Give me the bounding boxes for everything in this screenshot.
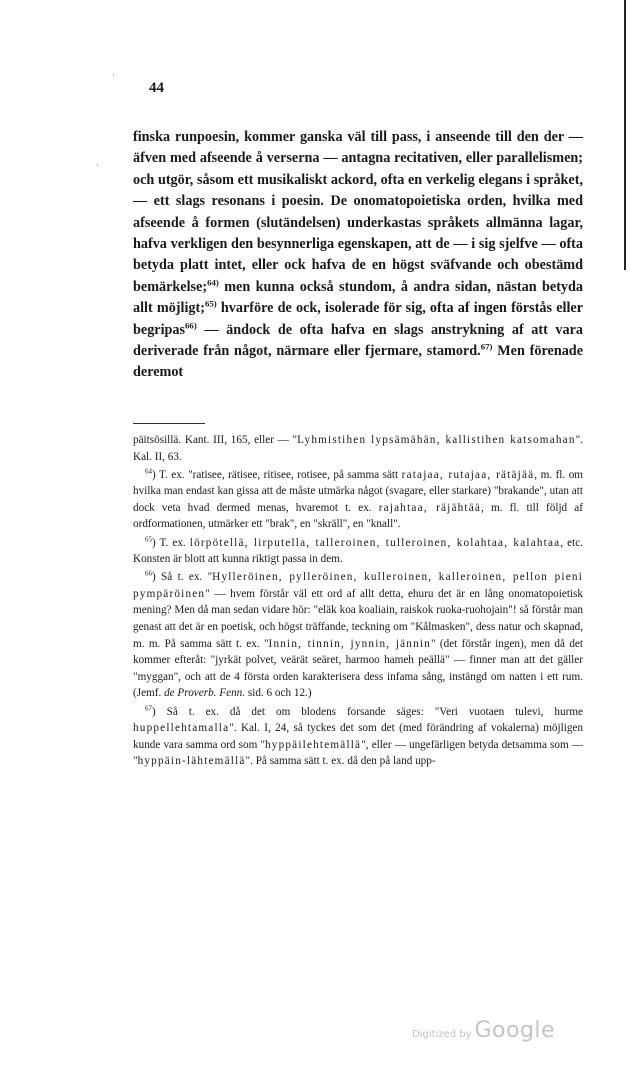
footnote-65: $^{65}$) T. ex. lörpötellä, lirputella, talleroinen, tulleroinen, kolahtaa, kalahtaa, etc. Konsten är blott att kunna riktigt passa in dem. bbox=[133, 534, 583, 566]
footnote-ref-67: 67) bbox=[480, 341, 493, 352]
footnote-ref-66: 66) bbox=[185, 319, 197, 330]
page-number: 44 bbox=[149, 80, 164, 96]
footnote-66: $^{66}$) Så t. ex. "Hylleröinen, pylleröinen, kulleroinen, kalleroinen, pellon pieni pympäröinen" — hvem förstår väl ett ord af allt detta, ehuru det är en lång onomatopoietisk mening? Men då man sedan vidare hör: "eläk koa koaliain, raiskok ruoka-ruohojain"! så förstår man genast att det är en poetisk, och högst träffande, teckning om "Kålmasken", dess natur och skapnad, m. m. På samma sätt t. ex. "Innin, tinnin, jynnin, jännin" (det förstår ingen), men då det kommer efteråt: "jyrkät polvet, veärät seäret, harmoo hameh peällä" — finner man att det gäller "myggan", och att de 4 första orden karakterisera dess infama sång, instängd om natten i ett rum. (Jemf. de Proverb. Fenn. sid. 6 och 12.) bbox=[133, 569, 583, 700]
footnote-64: $^{64}$) T. ex. "ratisee, rätisee, ritisee, rotisee, på samma sätt ratajaa, rutajaa, rätäjää, m. fl. om hvilka man endast kan gissa att de måste utmärka något (svagare, eller starkare) "brakande", utan att dock veta hvad dermed menas, hvaremot t. ex. rajahtaa, räjähtää, m. fl. till följd af ordformationen, utmärker ett "brak", en "skräll", en "knall". bbox=[133, 466, 583, 531]
main-text bbox=[133, 127, 583, 384]
main-text-segment: men kunna också stundom, å andra sidan, nästan betyda allt möjligt; bbox=[133, 278, 583, 317]
footnote-rule bbox=[133, 423, 205, 424]
page-edge-line bbox=[624, 0, 626, 270]
footnotes bbox=[133, 432, 583, 771]
google-logo-text: Google bbox=[474, 1018, 556, 1043]
main-paragraph: finska runpoesin, kommer ganska väl till pass, i anseende till den der — äfven med afseende å verserna — antagna recitativen, eller parallelismen; och utgör, såsom ett musikaliskt ackord, ofta en verkelig elegans i språket, — ett slags resonans i poesin. De onomatopoietiska orden, hvilka med afseende å formen (slutändelsen) underkastas språkets allmänna lagar, hafva verkligen den besynnerliga egenskapen, att de — i sig sjelfve — ofta betyda platt intet, eller ock hafva de en högst sväfvande och obestämd bemärkelse; bbox=[133, 129, 583, 295]
footnote-ref-64: 64) bbox=[207, 277, 219, 288]
scan-speck: · bbox=[112, 70, 115, 80]
main-text-segment: hvarföre de ock, isolerade för sig, ofta af ingen förstås eller begripas bbox=[133, 300, 584, 338]
main-text-segment: Men förenade deremot bbox=[133, 343, 583, 381]
main-text-segment: — ändock de ofta hafva en slags anstrykning af att vara deriverade från något, närmare eller fjermare, stamord. bbox=[133, 321, 583, 360]
scan-speck: · bbox=[96, 160, 99, 170]
footnote-continuation: päitsösillä. Kant. III, 165, eller — "Lyhmistihen lypsämähän, kallistihen katsomahan". Kal. II, 63. bbox=[133, 434, 584, 463]
digitized-watermark bbox=[412, 1018, 555, 1043]
footnote-ref-65: 65) bbox=[204, 298, 217, 309]
footnote-67: $^{67}$) Så t. ex. då det om blodens forsande säges: "Veri vuotaen tulevi, hurme huppellehtamalla". Kal. I, 24, så tyckes det som det (med förändring af vokalerna) möjligen kunde vara samma ord som "hyppäilehtemällä", eller — ungefärligen betyda detsamma som — "hyppäin-lähtemällä". På samma sätt t. ex. då den på land upp- bbox=[133, 703, 583, 768]
watermark-prefix: Digitized by bbox=[412, 1029, 472, 1040]
